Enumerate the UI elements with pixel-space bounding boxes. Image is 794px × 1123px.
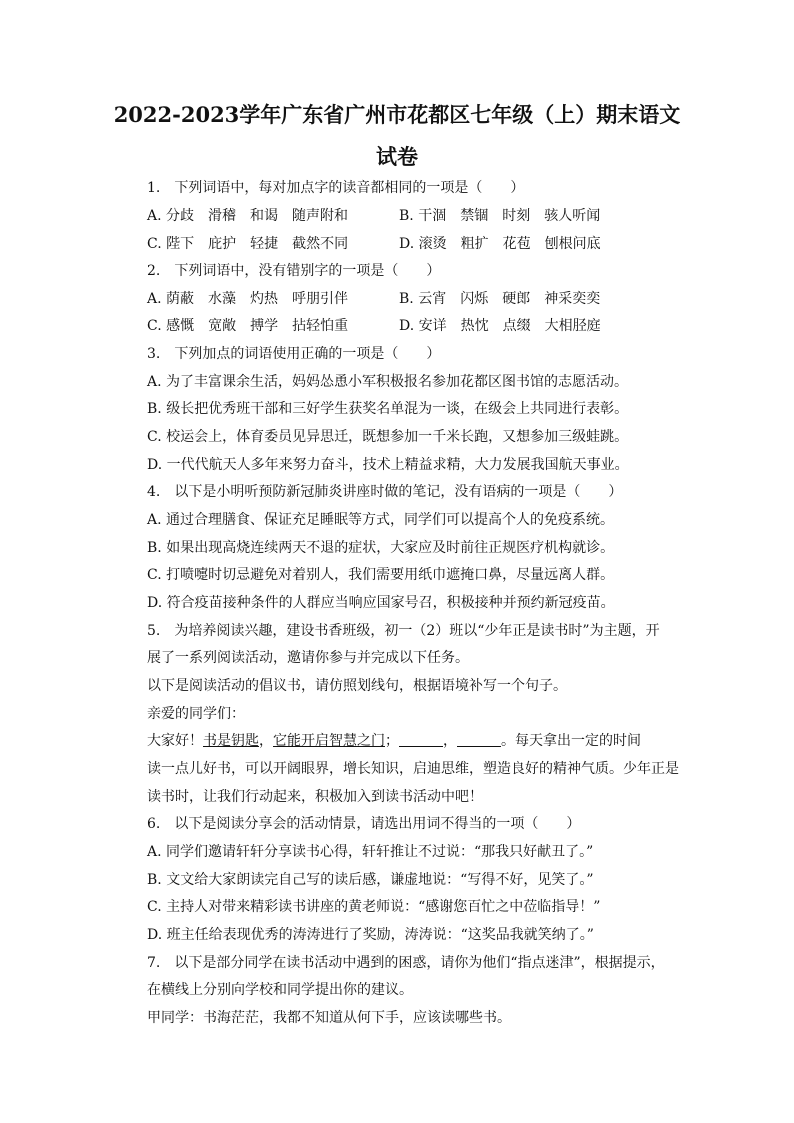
question-5-paragraph-line-3: 读书时，让我们行动起来，积极加入到读书活动中吧！: [147, 789, 483, 805]
question-3-option-c: C. 校运会上，体育委员见异思迁，既想参加一千米长跑，又想参加三级蛙跳。: [147, 429, 629, 445]
question-4-option-a: A. 通过合理膳食、保证充足睡眠等方式，同学们可以提高个人的免疫系统。: [147, 512, 615, 528]
question-5-intro: 以下是阅读活动的倡议书，请仿照划线句，根据语境补写一个句子。: [147, 678, 567, 694]
question-3-stem: 3. 下列加点的词语使用正确的一项是（ ）: [147, 346, 441, 362]
question-7-stem-line-1: 7. 以下是部分同学在读书活动中遇到的困惑，请你为他们“指点迷津”，根据提示，: [147, 955, 665, 971]
answer-blank-2[interactable]: [457, 732, 501, 747]
paragraph-rest: 。每天拿出一定的时间: [501, 733, 641, 749]
underlined-sentence-part-1: 书是钥匙: [203, 733, 259, 749]
question-7-student-jia: 甲同学：书海茫茫，我都不知道从何下手，应该读哪些书。: [147, 1010, 511, 1026]
question-1-option-b: B. 干涸 禁锢 时刻 骇人听闻: [399, 208, 601, 224]
question-6-option-b: B. 文文给大家朗读完自己写的读后感，谦虚地说：“写得不好，见笑了。”: [147, 872, 594, 888]
question-5-stem-line-1: 5. 为培养阅读兴趣，建设书香班级，初一（2）班以“少年正是读书时”为主题，开: [147, 623, 660, 639]
question-6-option-c: C. 主持人对带来精彩读书讲座的黄老师说：“感谢您百忙之中莅临指导！”: [147, 899, 601, 915]
question-3-option-a: A. 为了丰富课余生活，妈妈怂恿小军积极报名参加花都区图书馆的志愿活动。: [147, 374, 629, 390]
question-4-option-c: C. 打喷嚏时切忌避免对着别人，我们需要用纸巾遮掩口鼻，尽量远离人群。: [147, 567, 615, 583]
question-2-option-c: C. 感慨 宽敞 搏学 拈轻怕重: [147, 318, 349, 334]
question-5-paragraph-line-2: 读一点儿好书，可以开阔眼界，增长知识，启迪思维，塑造良好的精神气质。少年正是: [147, 761, 679, 777]
question-5-paragraph-line-1: [147, 731, 641, 751]
question-1-option-d: D. 滚烫 粗扩 花苞 刨根问底: [399, 236, 601, 252]
page-title-line-2: 试卷: [376, 144, 418, 169]
comma: ，: [259, 733, 273, 749]
question-2-stem: 2. 下列词语中，没有错别字的一项是（ ）: [147, 263, 441, 279]
question-1-option-a: A. 分歧 滑稽 和谒 随声附和: [147, 208, 349, 224]
question-4-option-d: D. 符合疫苗接种条件的人群应当响应国家号召，积极接种并预约新冠疫苗。: [147, 595, 615, 611]
question-6-option-d: D. 班主任给表现优秀的涛涛进行了奖励，涛涛说：“这奖品我就笑纳了。”: [147, 927, 594, 943]
page-title-line-1: 2022-2023学年广东省广州市花都区七年级（上）期末语文: [113, 102, 681, 127]
question-2-option-b: B. 云宵 闪烁 硬郎 神采奕奕: [399, 291, 601, 307]
question-4-stem: 4. 以下是小明听预防新冠肺炎讲座时做的笔记，没有语病的一项是（ ）: [147, 484, 623, 500]
question-2-option-d: D. 安详 热忱 点缀 大相胫庭: [399, 318, 601, 334]
question-3-option-d: D. 一代代航天人多年来努力奋斗，技术上精益求精，大力发展我国航天事业。: [147, 457, 629, 473]
question-4-option-b: B. 如果出现高烧连续两天不退的症状，大家应及时前往正规医疗机构就诊。: [147, 540, 615, 556]
question-5-greeting: 亲爱的同学们：: [147, 706, 245, 722]
semicolon: ；: [385, 733, 399, 749]
question-3-option-b: B. 级长把优秀班干部和三好学生获奖名单混为一谈，在级会上共同进行表彰。: [147, 401, 629, 417]
underlined-sentence-part-2: 它能开启智慧之门: [273, 733, 385, 749]
question-1-stem: 1. 下列词语中，每对加点字的读音都相同的一项是（ ）: [147, 180, 525, 196]
question-6-option-a: A. 同学们邀请轩轩分享读书心得，轩轩推让不过说：“那我只好献丑了。”: [147, 844, 594, 860]
question-7-stem-line-2: 在横线上分别向学校和同学提出你的建议。: [147, 982, 413, 998]
question-2-option-a: A. 荫蔽 水藻 灼热 呼朋引伴: [147, 291, 349, 307]
paragraph-start: 大家好！: [147, 733, 203, 749]
comma: ，: [443, 733, 457, 749]
answer-blank-1[interactable]: [399, 732, 443, 747]
question-1-option-c: C. 陛下 庇护 轻捷 截然不同: [147, 236, 349, 252]
question-6-stem: 6. 以下是阅读分享会的活动情景，请选出用词不得当的一项（ ）: [147, 816, 581, 832]
question-5-stem-line-2: 展了一系列阅读活动，邀请你参与并完成以下任务。: [147, 650, 469, 666]
